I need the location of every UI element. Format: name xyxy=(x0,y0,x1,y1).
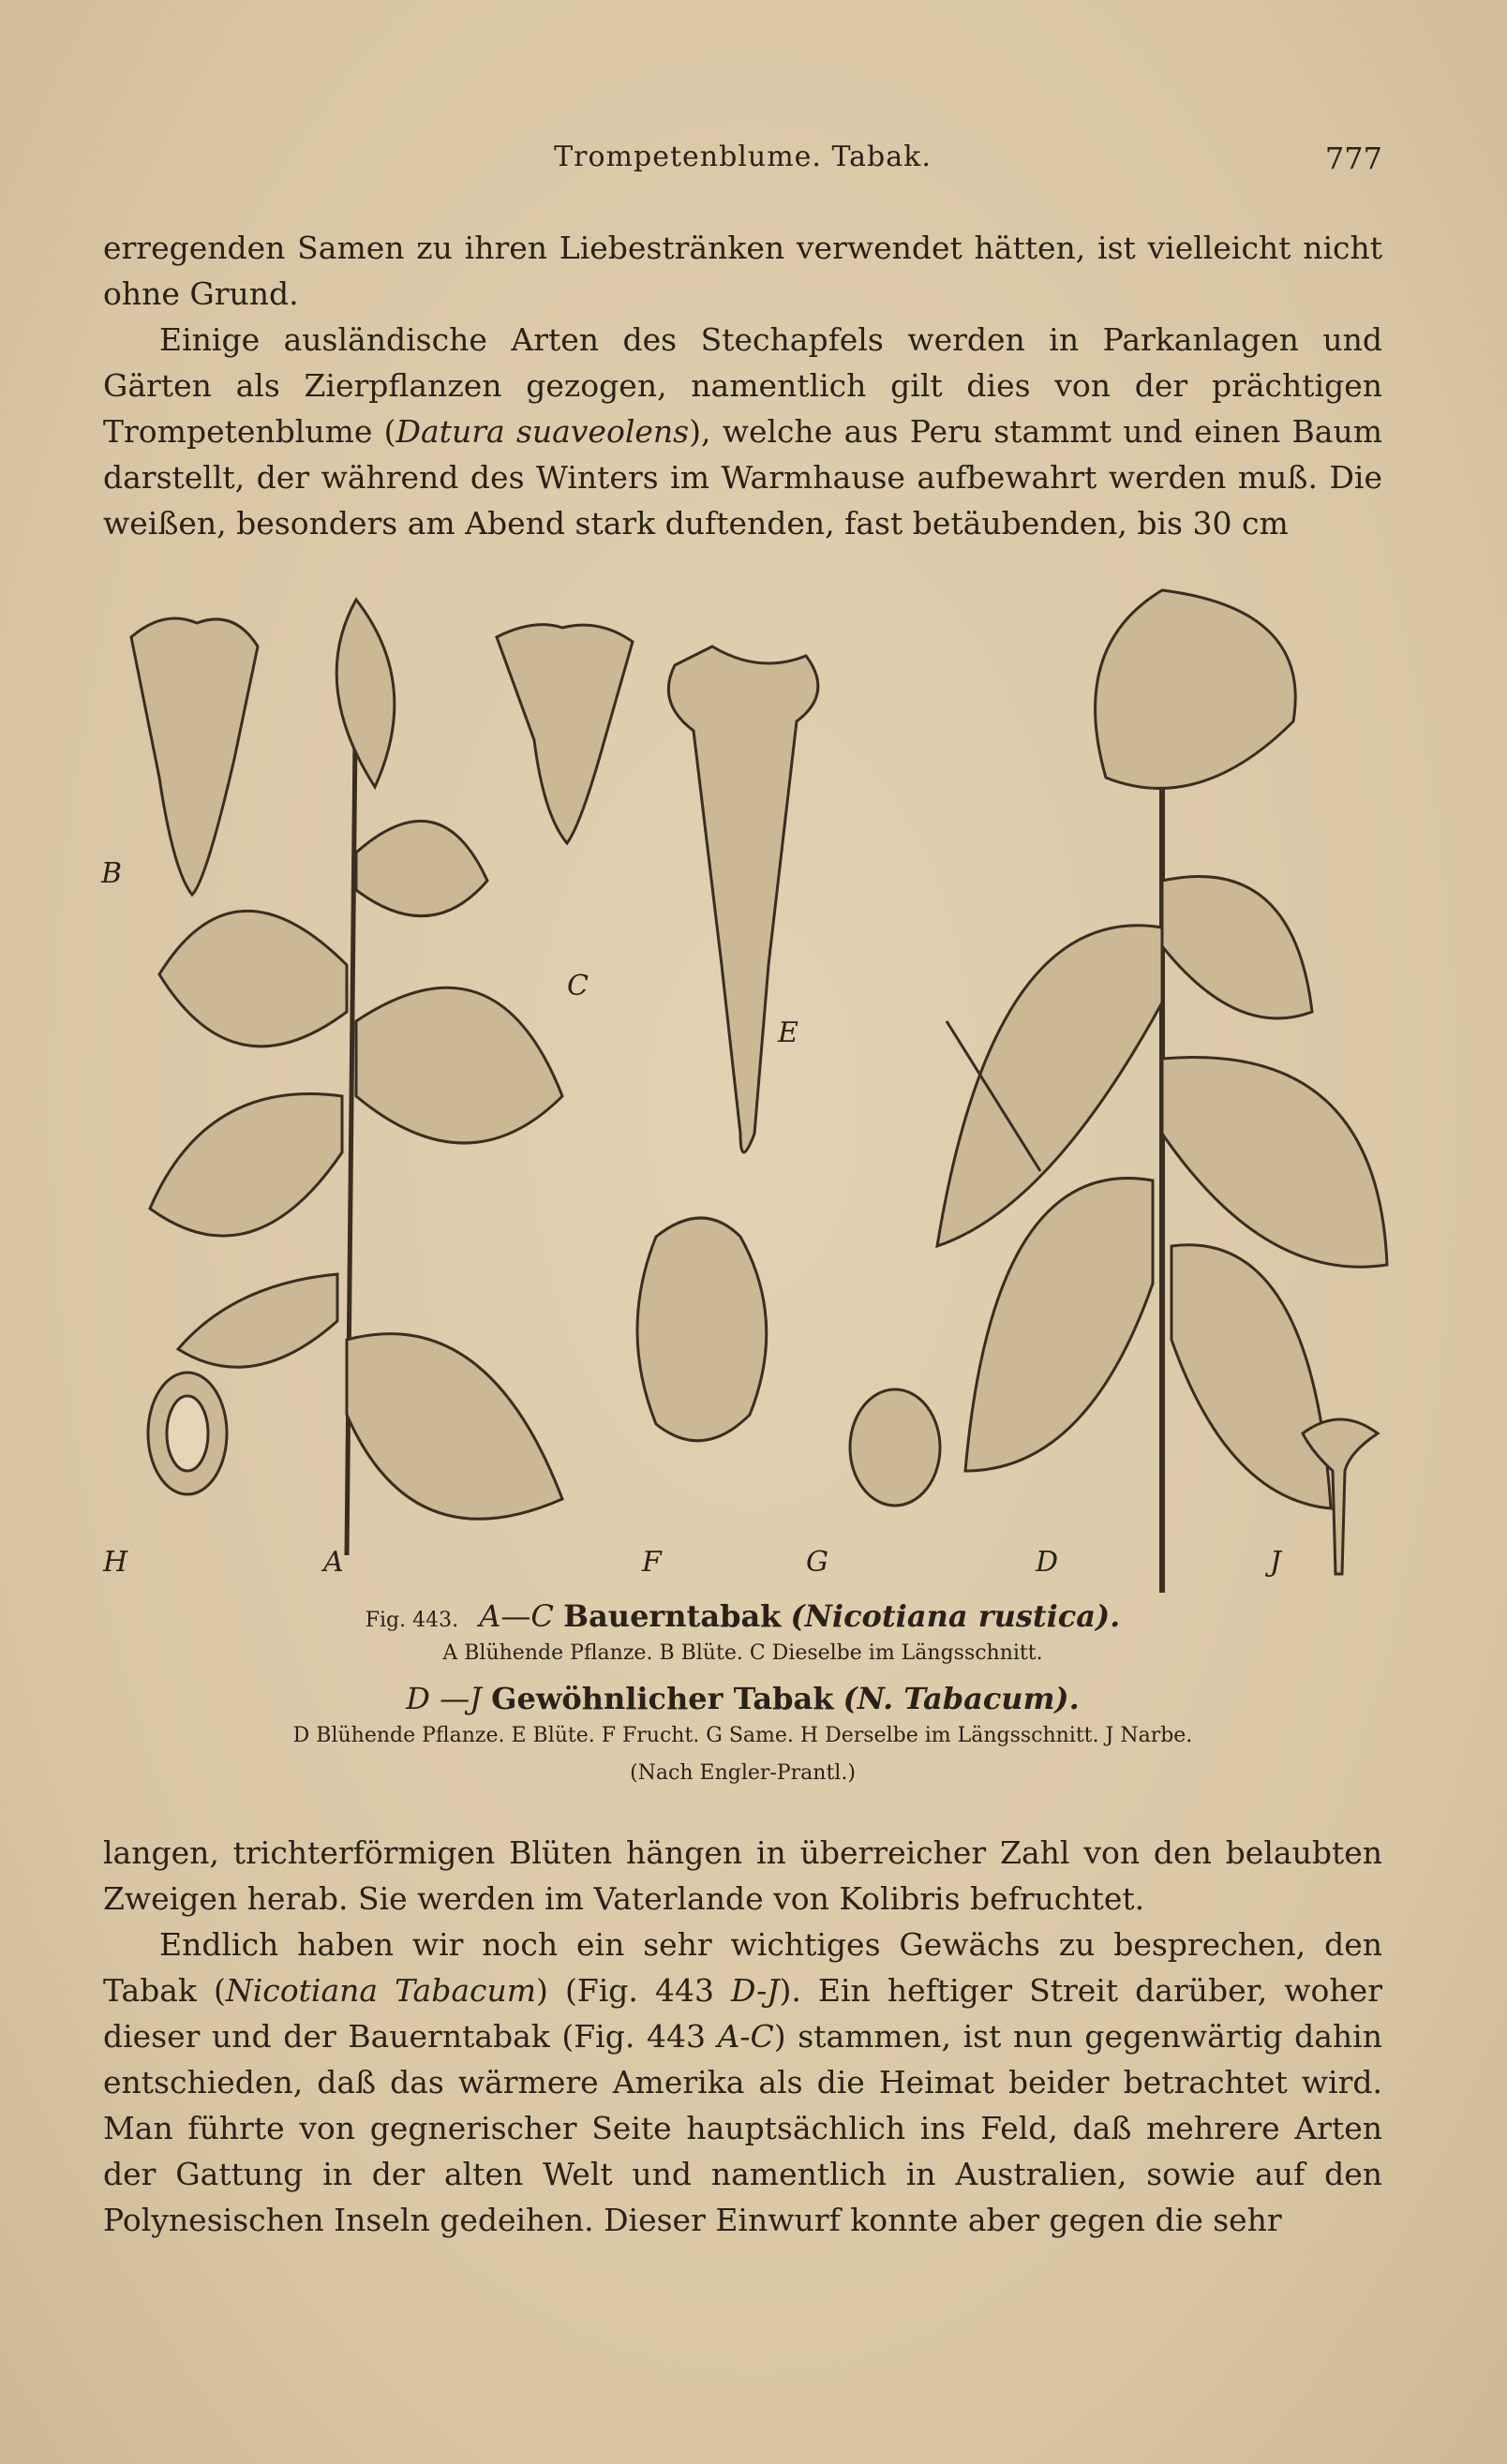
latin-name: Nicotiana Tabacum xyxy=(225,1972,537,2009)
figure-label-J: J xyxy=(1270,1546,1282,1579)
running-title: Trompetenblume. Tabak. xyxy=(554,141,932,173)
text-block-bottom xyxy=(103,1830,1382,2243)
paragraph: langen, trichterförmigen Blüten hängen in überreicher Zahl von den belaubten Zweigen herab. Sie werden im Vaterlande von Kolibris befruchtet. xyxy=(103,1834,1382,1917)
plant-D-leaf xyxy=(1162,1057,1387,1267)
figure-label-E: E xyxy=(778,1017,798,1049)
figure-label-A: A xyxy=(323,1546,344,1579)
plant-A-inflorescence xyxy=(336,600,395,787)
fruit-F-drawing xyxy=(637,1218,767,1441)
illustration-drawing xyxy=(94,571,1406,1593)
paragraph: Einige ausländische Arten des Stechapfels werden in Parkanlagen und Gärten als Zierpflanzen gezogen, namentlich gilt dies von der prächtigen Trompetenblume (Datura suaveolens), welche aus Peru stammt und einen Baum darstellt, der während des Winters im Warmhause aufbewahrt werden muß. Die weißen, besonders am Abend stark duftenden, fast betäubenden, bis 30 cm xyxy=(103,321,1383,542)
seed-G-drawing xyxy=(850,1389,940,1506)
page-header xyxy=(103,141,1382,178)
plant-D-leaf xyxy=(1162,877,1312,1018)
flower-B-drawing xyxy=(131,618,258,895)
figure-number: Fig. 443. xyxy=(365,1609,459,1632)
figure-caption-source: (Nach Engler-Prantl.) xyxy=(630,1761,856,1785)
figure-caption-line-2: A Blühende Pflanze. B Blüte. C Dieselbe im Längsschnitt. xyxy=(442,1641,1043,1665)
page-number: 777 xyxy=(1324,141,1382,176)
plant-D-leaf xyxy=(965,1179,1153,1471)
latin-name: Datura suaveolens xyxy=(395,413,690,450)
figure-reference: A-C xyxy=(717,2018,774,2055)
plant-D-leaf xyxy=(1171,1245,1331,1508)
figure-label-D: D xyxy=(1036,1546,1059,1579)
seed-H-embryo xyxy=(167,1396,208,1471)
figure-reference: D-J xyxy=(731,1972,780,2009)
figure-label-B: B xyxy=(101,857,123,890)
plant-A-leaf xyxy=(150,1094,342,1237)
figure-caption-line-1: Fig. 443. A—C Bauerntabak (Nicotiana rustica). xyxy=(365,1598,1121,1634)
figure-label-H: H xyxy=(103,1546,128,1579)
botanical-illustration xyxy=(94,571,1406,1593)
figure-label-G: G xyxy=(806,1546,828,1579)
paragraph: Endlich haben wir noch ein sehr wichtiges Gewächs zu besprechen, den Tabak (Nicotiana Tabacum) (Fig. 443 D-J). Ein heftiger Streit darüber, woher dieser und der Bauerntabak (Fig. 443 A-C) stammen, ist nun gegenwärtig dahin entschieden, daß das wärmere Amerika als die Heimat beider betrachtet wird. Man führte von gegnerischer Seite hauptsächlich ins Feld, daß mehrere Arten der Gattung in der alten Welt und namentlich in Australien, sowie auf den Polynesischen Inseln gedeihen. Dieser Einwurf konnte aber gegen die sehr xyxy=(103,1926,1382,2238)
paragraph: erregenden Samen zu ihren Liebestränken verwendet hätten, ist vielleicht nicht ohne Grund. xyxy=(103,230,1382,312)
figure-caption-line-3: D —J Gewöhnlicher Tabak (N. Tabacum). xyxy=(406,1681,1080,1716)
figure-label-C: C xyxy=(567,970,589,1002)
figure-label-F: F xyxy=(642,1546,662,1579)
text-block-top xyxy=(103,225,1382,546)
figure-caption-line-4: D Blühende Pflanze. E Blüte. F Frucht. G Same. H Derselbe im Längsschnitt. J Narbe. xyxy=(292,1724,1193,1747)
plant-A-leaf xyxy=(178,1274,337,1367)
plant-A-leaf xyxy=(159,911,347,1046)
flower-C-drawing xyxy=(497,625,633,843)
plant-D-inflorescence xyxy=(1096,590,1296,788)
plant-A-leaf xyxy=(356,987,562,1143)
plant-A-leaf xyxy=(347,1334,562,1520)
plant-A-leaf xyxy=(356,821,487,915)
flower-E-drawing xyxy=(668,646,818,1152)
